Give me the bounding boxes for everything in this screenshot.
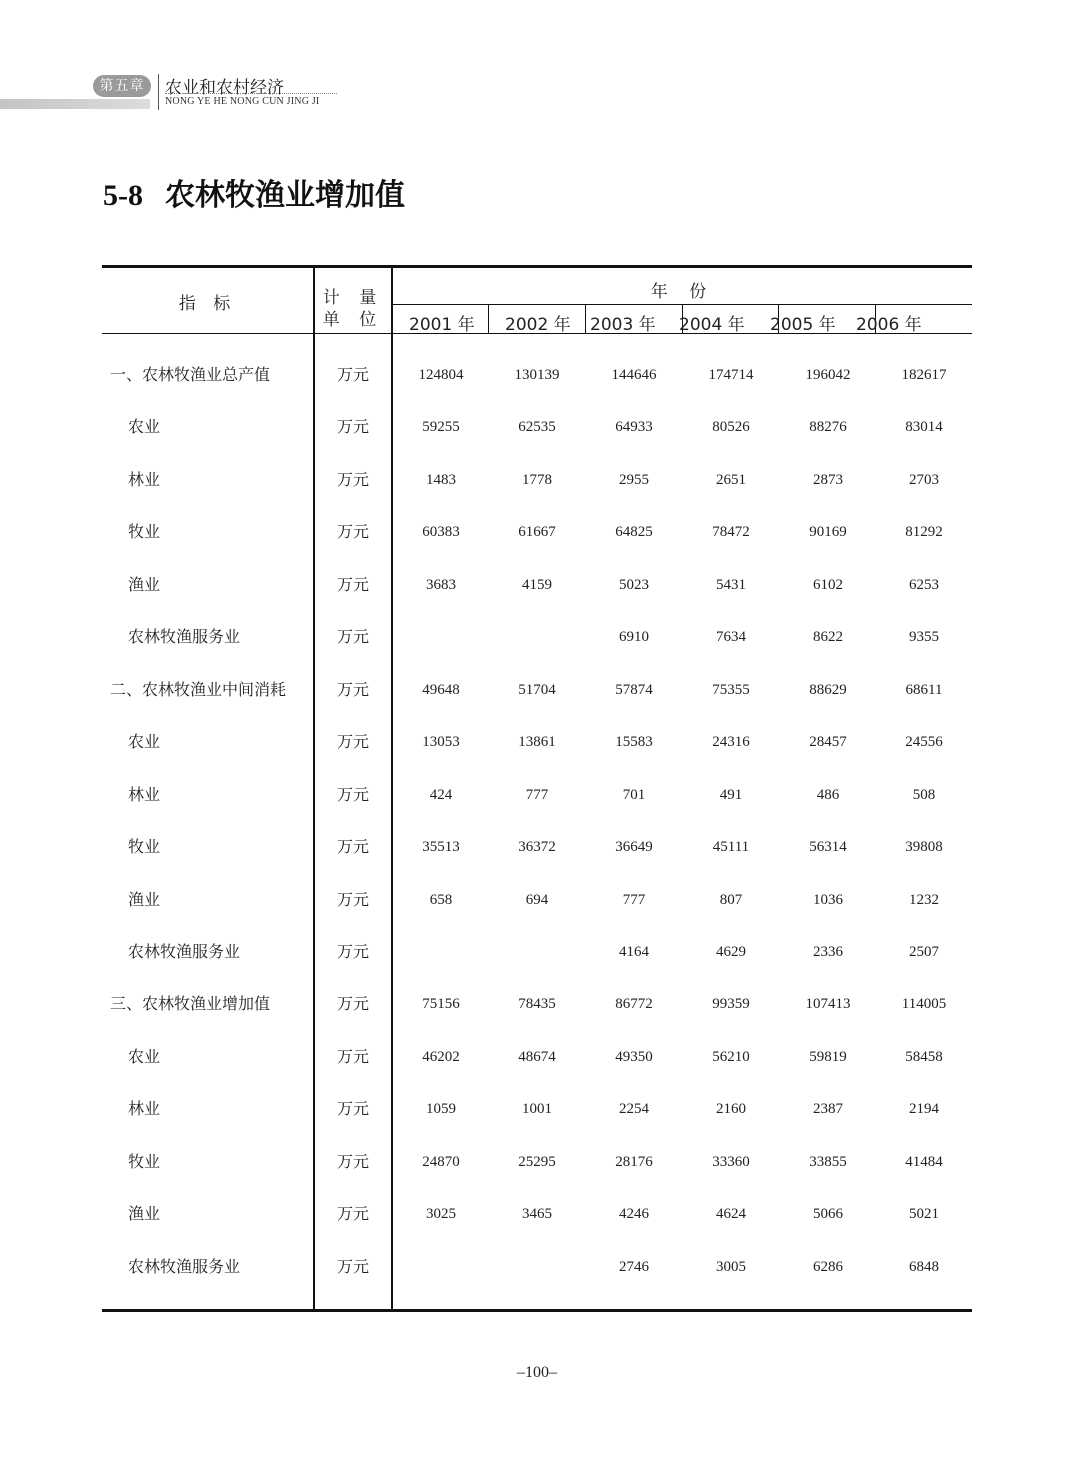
value-cell: 56210: [712, 1049, 750, 1065]
row-unit: 万元: [336, 1047, 369, 1066]
value-cell: 4164: [619, 944, 649, 960]
row-unit: 万元: [336, 785, 369, 804]
value-cell: 88276: [809, 419, 847, 435]
value-cell: 491: [719, 787, 743, 803]
table-row: [102, 937, 972, 967]
table-row: [102, 885, 972, 915]
table-row: [102, 1042, 972, 1072]
value-cell: 60383: [422, 524, 460, 540]
value-cell: 2873: [813, 472, 843, 488]
table-row: [102, 780, 972, 810]
value-cell: 777: [622, 892, 646, 908]
value-cell: 6286: [813, 1259, 843, 1275]
row-label: 林业: [128, 470, 161, 489]
row-label: 农林牧渔服务业: [128, 942, 241, 961]
value-cell: 28457: [809, 734, 847, 750]
value-cell: 5066: [813, 1206, 843, 1222]
table-row: [102, 675, 972, 705]
value-cell: 81292: [905, 524, 943, 540]
header-dotted-line: [165, 93, 337, 94]
row-label: 二、农林牧渔业中间消耗: [110, 680, 287, 699]
value-cell: 80526: [712, 419, 750, 435]
value-cell: 49350: [615, 1049, 653, 1065]
table-row: [102, 832, 972, 862]
header-year: 2003 年: [590, 315, 656, 335]
value-cell: 107413: [805, 996, 851, 1012]
value-cell: 75156: [422, 996, 460, 1012]
value-cell: 5023: [619, 577, 649, 593]
value-cell: 2703: [909, 472, 939, 488]
value-cell: 25295: [518, 1154, 556, 1170]
value-cell: 36372: [518, 839, 556, 855]
header-unit-line2: 单 位: [322, 310, 384, 330]
row-label: 渔业: [128, 575, 161, 594]
value-cell: 694: [525, 892, 549, 908]
value-cell: 4624: [716, 1206, 746, 1222]
header-unit-line1: 计 量: [322, 288, 384, 308]
header-year: 2004 年: [679, 315, 745, 335]
table-title: 农林牧渔业增加值: [165, 178, 405, 213]
value-cell: 2746: [619, 1259, 649, 1275]
table-row: [102, 360, 972, 390]
value-cell: 508: [912, 787, 936, 803]
header-divider: [158, 74, 159, 110]
value-cell: 99359: [712, 996, 750, 1012]
row-unit: 万元: [336, 1204, 369, 1223]
value-cell: 6253: [909, 577, 939, 593]
row-label: 林业: [128, 1099, 161, 1118]
header-indicator: 指 标: [178, 294, 237, 314]
page-title: [103, 170, 405, 214]
row-label: 牧业: [128, 837, 161, 856]
value-cell: 9355: [909, 629, 939, 645]
row-label: 一、农林牧渔业总产值: [110, 365, 271, 384]
page-number: –100–: [517, 1364, 557, 1381]
value-cell: 88629: [809, 682, 847, 698]
value-cell: 1059: [426, 1101, 456, 1117]
value-cell: 13053: [422, 734, 460, 750]
value-cell: 658: [429, 892, 453, 908]
row-unit: 万元: [336, 837, 369, 856]
value-cell: 58458: [905, 1049, 943, 1065]
value-cell: 49648: [422, 682, 460, 698]
value-cell: 86772: [615, 996, 653, 1012]
value-cell: 33855: [809, 1154, 847, 1170]
value-cell: 4629: [716, 944, 746, 960]
value-cell: 130139: [514, 367, 560, 383]
header-years-group: 年 份: [650, 282, 715, 302]
value-cell: 64933: [615, 419, 653, 435]
value-cell: 424: [429, 787, 453, 803]
value-cell: 48674: [518, 1049, 556, 1065]
value-cell: 59255: [422, 419, 460, 435]
row-label: 三、农林牧渔业增加值: [110, 994, 271, 1013]
value-cell: 2160: [716, 1101, 746, 1117]
value-cell: 2507: [909, 944, 939, 960]
chapter-pinyin: NONG YE HE NONG CUN JING JI: [165, 96, 320, 107]
row-unit: 万元: [336, 627, 369, 646]
value-cell: 2651: [716, 472, 746, 488]
table-row: [102, 412, 972, 442]
table-top-rule: [102, 265, 972, 268]
value-cell: 1483: [426, 472, 456, 488]
value-cell: 1001: [522, 1101, 552, 1117]
value-cell: 2194: [909, 1101, 939, 1117]
value-cell: 24870: [422, 1154, 460, 1170]
value-cell: 174714: [708, 367, 754, 383]
row-unit: 万元: [336, 680, 369, 699]
value-cell: 2387: [813, 1101, 843, 1117]
value-cell: 144646: [611, 367, 657, 383]
value-cell: 1778: [522, 472, 552, 488]
table-number: 5-8: [103, 179, 143, 212]
table-row: [102, 622, 972, 652]
value-cell: 1232: [909, 892, 939, 908]
value-cell: 2955: [619, 472, 649, 488]
value-cell: 124804: [418, 367, 464, 383]
row-unit: 万元: [336, 470, 369, 489]
row-unit: 万元: [336, 1152, 369, 1171]
row-unit: 万元: [336, 1099, 369, 1118]
value-cell: 5431: [716, 577, 746, 593]
value-cell: 3465: [522, 1206, 552, 1222]
value-cell: 78472: [712, 524, 750, 540]
row-unit: 万元: [336, 942, 369, 961]
year-column-separator: [488, 305, 489, 333]
table-row: [102, 727, 972, 757]
row-unit: 万元: [336, 994, 369, 1013]
header-year: 2006 年: [856, 315, 922, 335]
value-cell: 24556: [905, 734, 943, 750]
value-cell: 75355: [712, 682, 750, 698]
value-cell: 57874: [615, 682, 653, 698]
value-cell: 2336: [813, 944, 843, 960]
table-row: [102, 1094, 972, 1124]
value-cell: 56314: [809, 839, 847, 855]
value-cell: 68611: [905, 682, 943, 698]
table-row: [102, 1252, 972, 1282]
year-column-separator: [585, 305, 586, 333]
value-cell: 78435: [518, 996, 556, 1012]
value-cell: 41484: [905, 1154, 943, 1170]
value-cell: 61667: [518, 524, 556, 540]
header-year: 2001 年: [409, 315, 475, 335]
value-cell: 6848: [909, 1259, 939, 1275]
row-label: 农林牧渔服务业: [128, 627, 241, 646]
row-unit: 万元: [336, 732, 369, 751]
value-cell: 90169: [809, 524, 847, 540]
value-cell: 36649: [615, 839, 653, 855]
value-cell: 64825: [615, 524, 653, 540]
table-row: [102, 570, 972, 600]
header-gray-bar: [0, 99, 150, 109]
chapter-header: [0, 72, 1074, 112]
row-label: 牧业: [128, 522, 161, 541]
value-cell: 4159: [522, 577, 552, 593]
value-cell: 486: [816, 787, 840, 803]
table-row: [102, 1147, 972, 1177]
value-cell: 6910: [619, 629, 649, 645]
table-row: [102, 517, 972, 547]
value-cell: 28176: [615, 1154, 653, 1170]
value-cell: 777: [525, 787, 549, 803]
header-year: 2005 年: [770, 315, 836, 335]
row-unit: 万元: [336, 522, 369, 541]
value-cell: 807: [719, 892, 743, 908]
value-cell: 3025: [426, 1206, 456, 1222]
value-cell: 15583: [615, 734, 653, 750]
value-cell: 2254: [619, 1101, 649, 1117]
table-bottom-rule: [102, 1309, 972, 1312]
chapter-badge: 第五章: [93, 75, 151, 97]
value-cell: 196042: [805, 367, 851, 383]
row-label: 林业: [128, 785, 161, 804]
data-table: [102, 265, 972, 1313]
value-cell: 51704: [518, 682, 556, 698]
row-label: 农林牧渔服务业: [128, 1257, 241, 1276]
value-cell: 83014: [905, 419, 943, 435]
value-cell: 13861: [518, 734, 556, 750]
value-cell: 35513: [422, 839, 460, 855]
header-year: 2002 年: [505, 315, 571, 335]
row-label: 农业: [128, 1047, 161, 1066]
value-cell: 59819: [809, 1049, 847, 1065]
value-cell: 45111: [712, 839, 750, 855]
row-unit: 万元: [336, 1257, 369, 1276]
table-row: [102, 989, 972, 1019]
row-label: 农业: [128, 417, 161, 436]
value-cell: 4246: [619, 1206, 649, 1222]
row-label: 渔业: [128, 1204, 161, 1223]
value-cell: 3683: [426, 577, 456, 593]
row-unit: 万元: [336, 890, 369, 909]
value-cell: 3005: [716, 1259, 746, 1275]
value-cell: 6102: [813, 577, 843, 593]
row-label: 牧业: [128, 1152, 161, 1171]
chapter-title: 农业和农村经济: [165, 78, 284, 98]
value-cell: 5021: [909, 1206, 939, 1222]
row-unit: 万元: [336, 365, 369, 384]
value-cell: 24316: [712, 734, 750, 750]
row-unit: 万元: [336, 575, 369, 594]
row-unit: 万元: [336, 417, 369, 436]
value-cell: 46202: [422, 1049, 460, 1065]
row-label: 渔业: [128, 890, 161, 909]
value-cell: 182617: [901, 367, 947, 383]
value-cell: 8622: [813, 629, 843, 645]
value-cell: 114005: [901, 996, 947, 1012]
value-cell: 7634: [716, 629, 746, 645]
value-cell: 62535: [518, 419, 556, 435]
row-label: 农业: [128, 732, 161, 751]
table-row: [102, 1199, 972, 1229]
value-cell: 39808: [905, 839, 943, 855]
value-cell: 1036: [813, 892, 843, 908]
table-row: [102, 465, 972, 495]
value-cell: 701: [622, 787, 646, 803]
value-cell: 33360: [712, 1154, 750, 1170]
